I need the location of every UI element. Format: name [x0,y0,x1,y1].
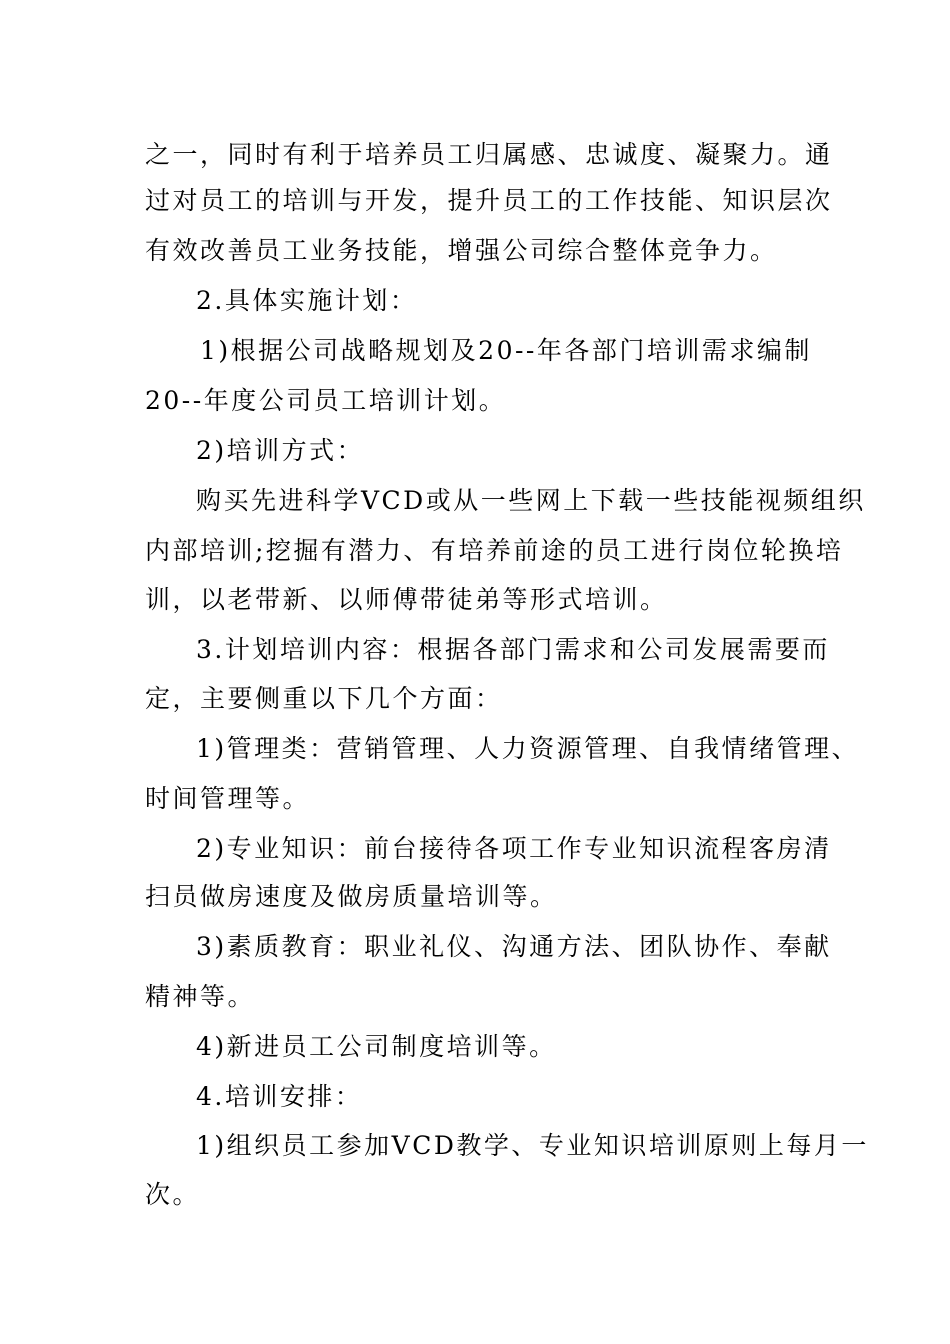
text-line-12: 定，主要侧重以下几个方面： [145,684,503,713]
text-line-22: 次。 [145,1180,201,1209]
text-line-8: 购买先进科学VCD或从一些网上下载一些技能视频组织 [196,486,866,515]
section-heading-2: 2.具体实施计划： [196,286,418,315]
text-line-6: 20--年度公司员工培训计划。 [145,386,507,415]
text-line-5: 1)根据公司战略规划及20--年各部门培训需求编制 [200,336,812,365]
text-line-15: 2)专业知识：前台接待各项工作专业知识流程客房清 [196,834,832,863]
text-line-2: 过对员工的培训与开发，提升员工的工作技能、知识层次 [145,186,833,215]
section-heading-4: 4.培训安排： [196,1082,363,1111]
section-heading-3: 3.计划培训内容：根据各部门需求和公司发展需要而 [196,635,830,664]
text-line-14: 时间管理等。 [145,784,311,813]
text-line-1: 之一，同时有利于培养员工归属感、忠诚度、凝聚力。通 [145,140,833,169]
text-line-19: 4)新进员工公司制度培训等。 [196,1032,557,1061]
text-line-16: 扫员做房速度及做房质量培训等。 [145,882,558,911]
text-line-17: 3)素质教育：职业礼仪、沟通方法、团队协作、奉献 [196,932,832,961]
text-line-9: 内部培训;挖掘有潜力、有培养前途的员工进行岗位轮换培 [145,536,844,565]
text-line-7: 2)培训方式： [196,436,365,465]
text-line-3: 有效改善员工业务技能，增强公司综合整体竞争力。 [145,236,778,265]
text-line-10: 训，以老带新、以师傅带徒弟等形式培训。 [145,585,668,614]
text-line-13: 1)管理类：营销管理、人力资源管理、自我情绪管理、 [196,734,860,763]
text-line-21: 1)组织员工参加VCD教学、专业知识培训原则上每月一 [196,1131,869,1160]
text-line-18: 精神等。 [145,982,256,1011]
